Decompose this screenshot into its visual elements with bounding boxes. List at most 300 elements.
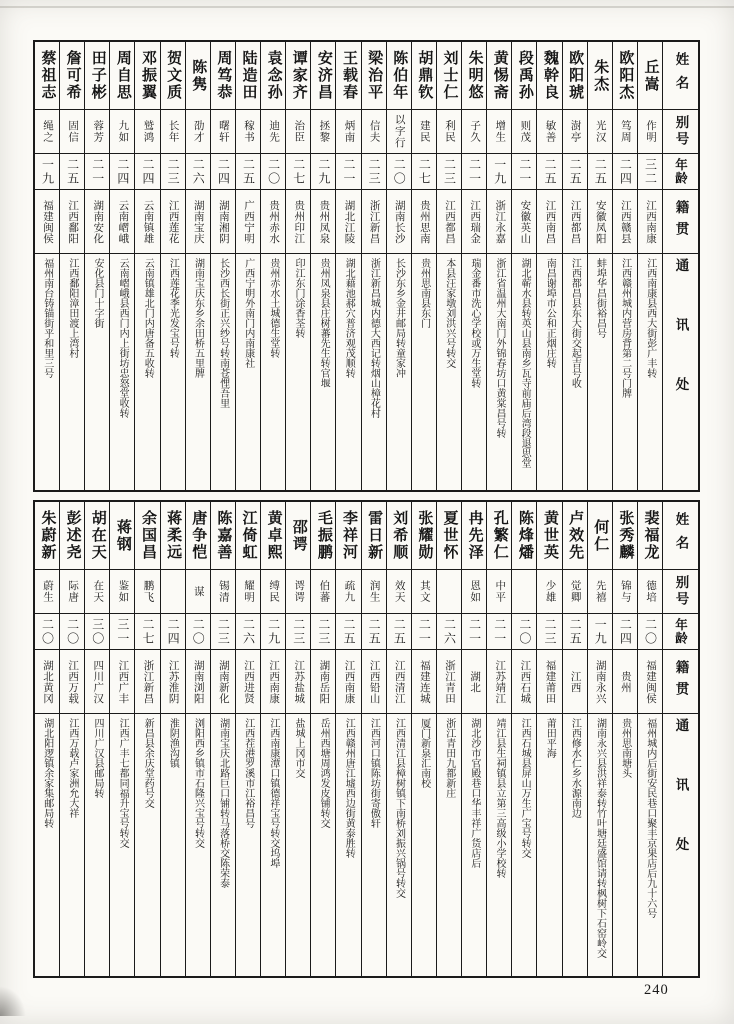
name-cell <box>588 42 612 110</box>
address-cell-text: 福州城内后街安民巷口聚丰京果店后九十六号 <box>644 718 656 918</box>
address-cell-text: 湖南永兴县洪祥泰转竹叶塘廷盛馆请转枫树下石窑岭交 <box>594 718 606 958</box>
address-cell-text: 浙江青田九都新庄 <box>443 718 455 798</box>
address-cell-text: 贵州凤泉县庄树蕃先生转官堰 <box>318 258 330 388</box>
native-cell-text: 湖南宝庆 <box>192 199 204 244</box>
name-cell <box>362 42 386 110</box>
age-cell <box>437 154 461 190</box>
header-age <box>663 154 698 190</box>
address-cell <box>362 714 386 976</box>
name-cell-text: 刘士仁 <box>441 50 458 101</box>
native-cell <box>35 190 59 254</box>
name-cell <box>85 502 109 570</box>
address-cell <box>412 714 436 976</box>
address-cell-text: 江西南康潭口镇德祥宝号转交坞埠 <box>267 718 279 868</box>
alias-cell <box>60 110 84 154</box>
alias-cell-text: 子久 <box>469 120 481 143</box>
age-cell-text: 二三 <box>166 157 181 186</box>
address-cell <box>85 714 109 976</box>
name-cell-text: 陆造田 <box>240 50 257 101</box>
age-cell <box>261 154 285 190</box>
name-cell <box>563 42 587 110</box>
alias-cell <box>236 570 260 614</box>
native-cell <box>638 190 662 254</box>
name-cell-text: 周笃恭 <box>215 50 232 101</box>
age-cell <box>462 154 486 190</box>
age-cell-text: 二〇 <box>643 617 658 646</box>
address-cell-text: 贵州思南县东门 <box>418 258 430 328</box>
address-cell <box>462 254 486 490</box>
header-alias <box>663 110 698 154</box>
native-cell <box>638 650 662 714</box>
address-cell-text: 江西清江县樟树镇下南桥刘振兴锅号转交 <box>393 718 405 898</box>
alias-cell-text: 锦与 <box>619 580 631 603</box>
age-cell-text: 三〇 <box>90 617 105 646</box>
name-cell <box>35 42 59 110</box>
alias-cell-text: 疏九 <box>343 580 355 603</box>
alias-cell <box>211 570 235 614</box>
native-cell <box>135 190 159 254</box>
name-cell <box>336 42 360 110</box>
native-cell-text: 江西石城 <box>519 659 531 704</box>
alias-cell-text: 建民 <box>418 120 430 143</box>
header-address-text: 通讯处 <box>673 718 689 897</box>
age-cell <box>387 614 411 650</box>
name-cell <box>487 502 511 570</box>
native-cell-text: 福建闽侯 <box>644 659 656 704</box>
age-cell <box>537 614 561 650</box>
address-cell-text: 广西宁明外南门内南康社 <box>242 258 254 368</box>
native-cell <box>110 190 134 254</box>
name-cell <box>311 42 335 110</box>
native-cell-text: 贵州思南 <box>418 199 430 244</box>
native-cell <box>588 190 612 254</box>
age-cell <box>362 614 386 650</box>
address-cell <box>186 254 210 490</box>
address-cell-text: 江西茬港罗溪市江裕昌号 <box>242 718 254 828</box>
native-cell <box>60 190 84 254</box>
alias-cell <box>437 570 461 614</box>
address-cell-text: 江西河口镇陈坊街寄傲轩 <box>368 718 380 828</box>
alias-cell <box>161 110 185 154</box>
name-cell <box>236 42 260 110</box>
alias-cell <box>613 110 637 154</box>
native-cell <box>261 190 285 254</box>
native-cell-text: 贵州赤水 <box>268 199 280 244</box>
alias-cell-text: 劭才 <box>192 120 204 143</box>
name-cell <box>286 502 310 570</box>
name-cell <box>437 42 461 110</box>
native-cell <box>236 650 260 714</box>
age-cell-text: 二三 <box>316 617 331 646</box>
native-cell <box>537 650 561 714</box>
native-cell <box>462 190 486 254</box>
native-cell-text: 江西鄱阳 <box>67 199 79 244</box>
alias-cell <box>286 110 310 154</box>
native-cell <box>35 650 59 714</box>
native-cell-text: 四川广汉 <box>92 659 104 704</box>
alias-cell-text: 蔚生 <box>41 580 53 603</box>
person-column <box>436 42 461 490</box>
alias-cell <box>261 110 285 154</box>
address-cell-text: 云南嶍峨县西门内上街坊忠怒堂收转 <box>117 258 129 418</box>
native-cell <box>85 190 109 254</box>
person-column <box>35 42 59 490</box>
person-column <box>612 502 637 976</box>
person-column <box>185 42 210 490</box>
address-cell <box>387 254 411 490</box>
person-column <box>35 502 59 976</box>
native-cell-text: 江西都昌 <box>569 199 581 244</box>
age-cell-text: 二四 <box>115 157 130 186</box>
person-column <box>386 42 411 490</box>
alias-cell-text: 固信 <box>67 120 79 143</box>
name-cell-text: 贺文质 <box>165 50 182 101</box>
native-cell <box>211 190 235 254</box>
address-cell <box>487 254 511 490</box>
address-cell <box>311 714 335 976</box>
age-cell-text: 二四 <box>140 157 155 186</box>
native-cell-text: 福建莆田 <box>544 659 556 704</box>
alias-cell-text: 在天 <box>92 580 104 603</box>
scan-edge-artifact <box>0 6 734 8</box>
native-cell <box>437 190 461 254</box>
person-column <box>59 42 84 490</box>
address-cell <box>437 714 461 976</box>
address-cell-text: 浙江新昌城内德大西记转烟山樟花村 <box>368 258 380 418</box>
age-cell <box>110 154 134 190</box>
native-cell-text: 湖北 <box>469 670 481 693</box>
age-cell-text: 一九 <box>593 617 608 646</box>
age-cell <box>487 614 511 650</box>
alias-cell-text: 绳之 <box>41 120 53 143</box>
page-number: 240 <box>644 982 669 998</box>
age-cell <box>261 614 285 650</box>
address-cell <box>211 254 235 490</box>
name-cell-text: 田子彬 <box>89 50 106 101</box>
header-column <box>662 502 698 976</box>
name-cell-text: 张耀勋 <box>416 510 433 561</box>
person-column <box>109 502 134 976</box>
age-cell <box>110 614 134 650</box>
header-address <box>663 714 698 976</box>
age-cell-text: 二六 <box>191 157 206 186</box>
age-cell <box>135 614 159 650</box>
name-cell <box>563 502 587 570</box>
name-cell <box>487 42 511 110</box>
person-column <box>411 502 436 976</box>
age-cell <box>412 154 436 190</box>
person-column <box>160 502 185 976</box>
name-cell <box>537 502 561 570</box>
age-cell-text: 二六 <box>442 617 457 646</box>
age-cell-text: 二九 <box>316 157 331 186</box>
native-cell-text: 江西赣县 <box>619 199 631 244</box>
address-cell-text: 浏阳西乡镇市石隆兴宝号转交 <box>192 718 204 848</box>
address-cell <box>638 254 662 490</box>
native-cell-text: 江西南康 <box>343 659 355 704</box>
alias-cell <box>135 570 159 614</box>
header-age <box>663 614 698 650</box>
alias-cell-text: 中平 <box>494 580 506 603</box>
native-cell <box>186 190 210 254</box>
name-cell <box>211 502 235 570</box>
alias-cell <box>412 570 436 614</box>
age-cell-text: 二四 <box>618 157 633 186</box>
header-native <box>663 650 698 714</box>
person-column <box>411 42 436 490</box>
alias-cell <box>336 570 360 614</box>
directory-table-bottom <box>33 500 700 978</box>
native-cell-text: 江西瑞金 <box>469 199 481 244</box>
name-cell-text: 彭述尧 <box>64 510 81 561</box>
age-cell-text: 二五 <box>593 157 608 186</box>
name-cell <box>387 502 411 570</box>
age-cell-text: 二一 <box>467 157 482 186</box>
name-cell-text: 邓振翼 <box>139 50 156 101</box>
name-cell-text: 陈烽燔 <box>516 510 533 561</box>
age-cell <box>286 614 310 650</box>
name-cell <box>311 502 335 570</box>
native-cell <box>563 190 587 254</box>
name-cell <box>638 42 662 110</box>
age-cell-text: 二一 <box>90 157 105 186</box>
header-native <box>663 190 698 254</box>
age-cell <box>437 614 461 650</box>
age-cell <box>537 154 561 190</box>
age-cell-text: 二三 <box>291 617 306 646</box>
person-column <box>84 502 109 976</box>
address-cell-text: 南昌谢埠市公和正烟庄转 <box>544 258 556 368</box>
alias-cell <box>186 570 210 614</box>
person-column <box>310 42 335 490</box>
person-column <box>361 42 386 490</box>
header-name <box>663 502 698 570</box>
age-cell <box>336 154 360 190</box>
alias-cell-text: 伯蕃 <box>318 580 330 603</box>
age-cell-text: 二三 <box>442 157 457 186</box>
person-column <box>562 502 587 976</box>
person-column <box>536 42 561 490</box>
native-cell <box>286 190 310 254</box>
address-cell-text: 长沙西长街正兴纱号转南苍悝吾里 <box>217 258 229 408</box>
native-cell <box>211 650 235 714</box>
age-cell <box>563 614 587 650</box>
person-column <box>486 502 511 976</box>
age-cell-text: 二七 <box>291 157 306 186</box>
address-cell <box>261 714 285 976</box>
native-cell-text: 江苏盐城 <box>293 659 305 704</box>
age-cell-text: 二六 <box>241 617 256 646</box>
address-cell-text: 厦门新泉汇南校 <box>418 718 430 788</box>
address-cell-text: 岳州西塘周鸿发皮铺转交 <box>318 718 330 828</box>
native-cell <box>487 650 511 714</box>
alias-cell-text: 鉴如 <box>117 580 129 603</box>
name-cell-text: 李祥河 <box>340 510 357 561</box>
age-cell <box>135 154 159 190</box>
header-column <box>662 42 698 490</box>
alias-cell-text: 治臣 <box>293 120 305 143</box>
alias-cell <box>462 110 486 154</box>
name-cell <box>437 502 461 570</box>
native-cell <box>462 650 486 714</box>
age-cell <box>60 614 84 650</box>
name-cell-text: 蒋柔远 <box>165 510 182 561</box>
address-cell-text: 湖南宝庆北路巨口铺转马落桥交陈荣泰 <box>217 718 229 888</box>
person-column <box>461 42 486 490</box>
native-cell-text: 湖北黄冈 <box>41 659 53 704</box>
person-column <box>436 502 461 976</box>
name-cell <box>161 502 185 570</box>
name-cell-text: 丘嵩 <box>642 58 659 93</box>
scan-smudge <box>0 986 26 1016</box>
alias-cell <box>110 570 134 614</box>
person-column <box>612 42 637 490</box>
name-cell-text: 裴福龙 <box>642 510 659 561</box>
name-cell-text: 雷日新 <box>366 510 383 561</box>
age-cell-text: 二〇 <box>266 157 281 186</box>
person-column <box>335 42 360 490</box>
age-cell-text: 二四 <box>166 617 181 646</box>
address-cell <box>85 254 109 490</box>
person-column <box>285 502 310 976</box>
address-cell-text: 安化县门十字街 <box>91 258 103 328</box>
native-cell <box>311 650 335 714</box>
name-cell-text: 谭家齐 <box>290 50 307 101</box>
native-cell <box>286 650 310 714</box>
address-cell <box>412 254 436 490</box>
alias-cell <box>563 570 587 614</box>
header-age-text: 年龄 <box>673 158 688 185</box>
age-cell <box>286 154 310 190</box>
name-cell <box>613 502 637 570</box>
address-cell <box>135 254 159 490</box>
alias-cell-text: 作明 <box>644 120 656 143</box>
alias-cell-text: 利民 <box>443 120 455 143</box>
name-cell-text: 夏世怀 <box>441 510 458 561</box>
name-cell <box>135 42 159 110</box>
name-cell-text: 朱明悠 <box>466 50 483 101</box>
native-cell <box>387 190 411 254</box>
age-cell <box>588 154 612 190</box>
native-cell <box>161 190 185 254</box>
native-cell <box>537 190 561 254</box>
age-cell-text: 二〇 <box>65 617 80 646</box>
alias-cell <box>236 110 260 154</box>
native-cell-text: 贵州 <box>619 670 631 693</box>
name-cell <box>35 502 59 570</box>
age-cell <box>638 614 662 650</box>
person-column <box>210 502 235 976</box>
alias-cell <box>588 570 612 614</box>
address-cell <box>60 714 84 976</box>
name-cell-text: 朱蔚新 <box>39 510 56 561</box>
name-cell-text: 黄卓熙 <box>265 510 282 561</box>
age-cell <box>387 154 411 190</box>
age-cell-text: 二四 <box>216 157 231 186</box>
alias-cell-text: 鹏飞 <box>142 580 154 603</box>
alias-cell <box>563 110 587 154</box>
name-cell-text: 邵谔 <box>290 518 307 553</box>
alias-cell <box>110 110 134 154</box>
alias-cell <box>85 570 109 614</box>
age-cell <box>35 614 59 650</box>
name-cell-text: 胡在天 <box>89 510 106 561</box>
native-cell-text: 湖南安化 <box>92 199 104 244</box>
name-cell <box>588 502 612 570</box>
name-cell <box>135 502 159 570</box>
person-column <box>134 502 159 976</box>
alias-cell-text: 以字行 <box>393 114 405 149</box>
alias-cell <box>512 110 536 154</box>
person-column <box>210 42 235 490</box>
native-cell-text: 江西进贤 <box>242 659 254 704</box>
address-cell <box>362 254 386 490</box>
address-cell-text: 印江东门涂香荃转 <box>292 258 304 338</box>
native-cell <box>110 650 134 714</box>
alias-cell <box>60 570 84 614</box>
age-cell-text: 三一 <box>115 617 130 646</box>
age-cell-text: 二四 <box>618 617 633 646</box>
alias-cell <box>35 570 59 614</box>
address-cell-text: 江西鄱阳漳田渡上湾村 <box>66 258 78 358</box>
native-cell-text: 福建连城 <box>418 659 430 704</box>
native-cell <box>85 650 109 714</box>
alias-cell-text: 缚民 <box>268 580 280 603</box>
alias-cell <box>412 110 436 154</box>
address-cell-text: 湖北藉池郝穴普济观茂顺转 <box>343 258 355 378</box>
name-cell-text: 陈隽 <box>190 58 207 93</box>
native-cell-text: 江苏靖江 <box>494 659 506 704</box>
header-address-text: 通讯处 <box>673 258 689 437</box>
address-cell-text: 盐城上冈市交 <box>292 718 304 778</box>
alias-cell-text: 谋 <box>192 585 204 598</box>
age-cell <box>236 154 260 190</box>
alias-cell-text: 恩如 <box>469 580 481 603</box>
age-cell-text: 二五 <box>392 617 407 646</box>
age-cell <box>487 154 511 190</box>
alias-cell-text: 效天 <box>393 580 405 603</box>
native-cell-text: 浙江永嘉 <box>494 199 506 244</box>
age-cell <box>613 154 637 190</box>
native-cell <box>588 650 612 714</box>
age-cell <box>311 614 335 650</box>
age-cell <box>336 614 360 650</box>
person-column <box>235 42 260 490</box>
address-cell <box>60 254 84 490</box>
alias-cell-text: 光汉 <box>594 120 606 143</box>
person-column <box>134 42 159 490</box>
alias-cell <box>537 110 561 154</box>
name-cell <box>412 42 436 110</box>
name-cell-text: 詹可希 <box>64 50 81 101</box>
address-cell-text: 靖江县生祠镇县立第三高级小学校转 <box>493 718 505 878</box>
address-cell <box>613 714 637 976</box>
address-cell <box>186 714 210 976</box>
address-cell-text: 江西赣州唐江墟西边街黄泰胜转 <box>343 718 355 858</box>
address-cell-text: 淮阴渔沟镇 <box>167 718 179 768</box>
native-cell-text: 江西 <box>569 670 581 693</box>
name-cell <box>638 502 662 570</box>
alias-cell-text: 鹫鸿 <box>142 120 154 143</box>
name-cell-text: 朱杰 <box>592 58 609 93</box>
address-cell-text: 四川广汉县邮局转 <box>91 718 103 798</box>
age-cell-text: 二五 <box>542 157 557 186</box>
native-cell-text: 湖南湘阴 <box>217 199 229 244</box>
alias-cell-text: 澍亭 <box>569 120 581 143</box>
age-cell-text: 二五 <box>568 617 583 646</box>
address-cell-text: 江西莲花季光发宝号转 <box>167 258 179 358</box>
address-cell-text: 江西广丰七都同福升宝号转交 <box>117 718 129 848</box>
